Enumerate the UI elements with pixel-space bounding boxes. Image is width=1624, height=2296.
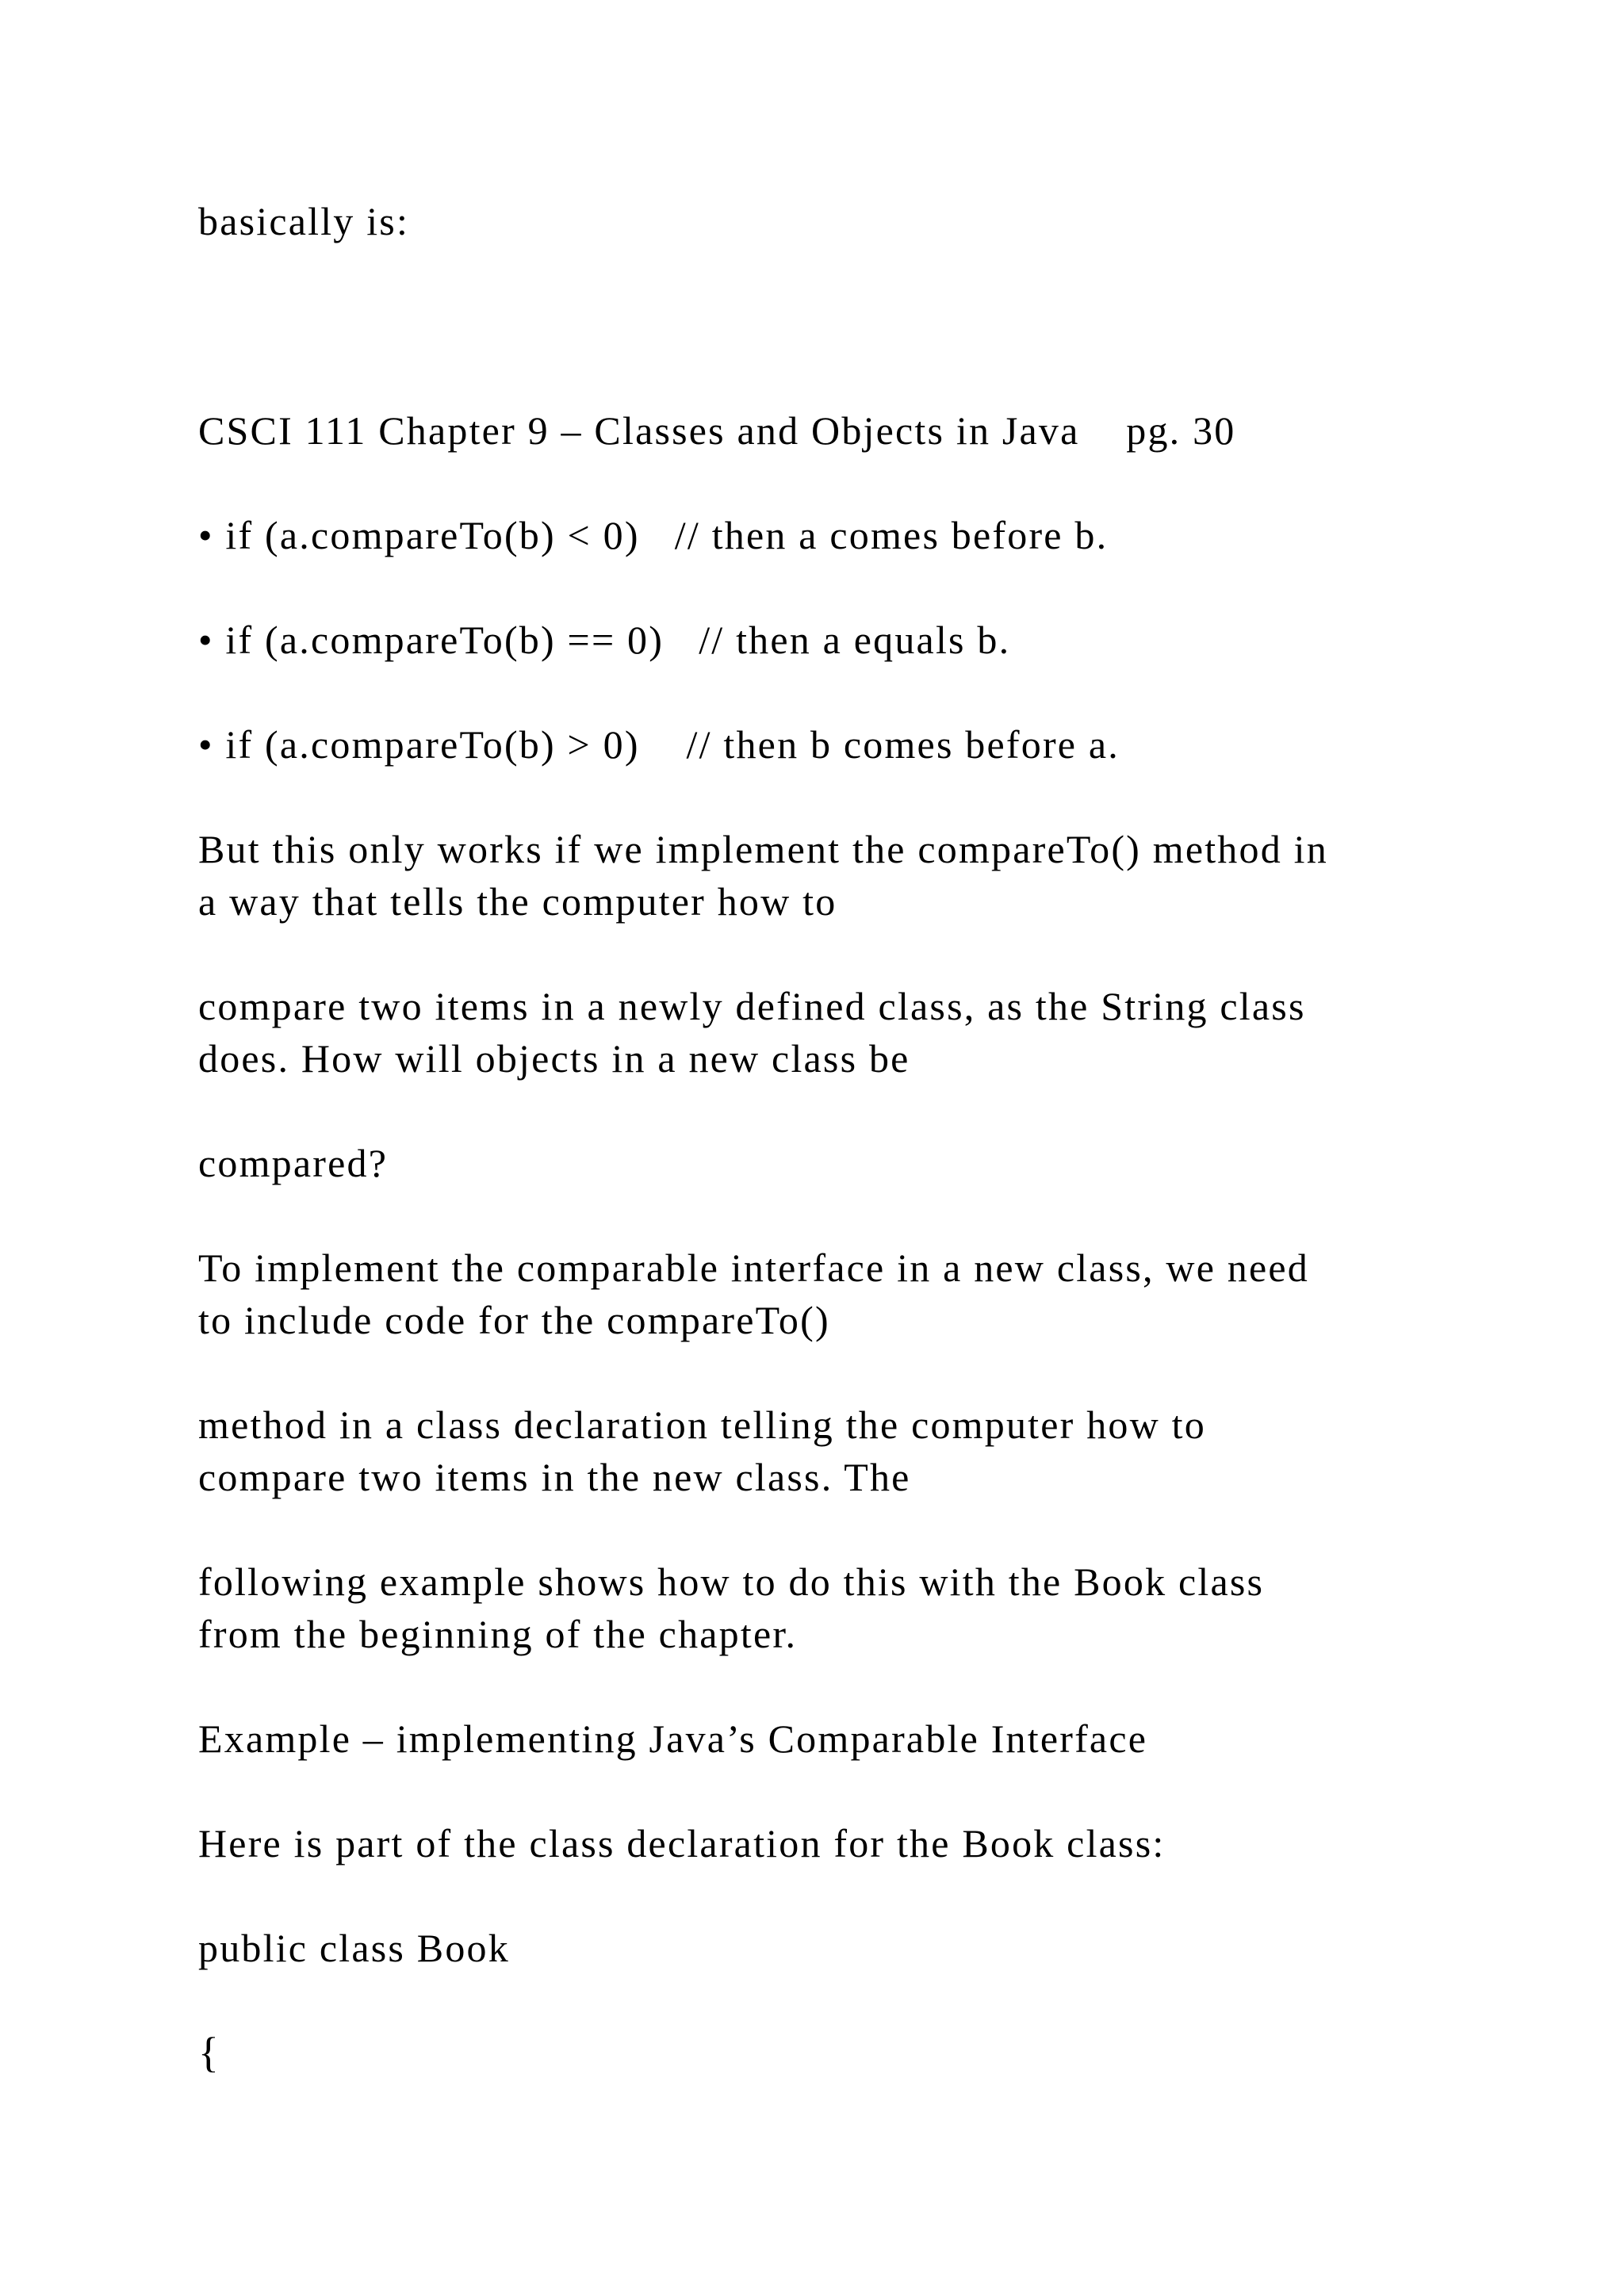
paragraph-line: compared? (198, 1141, 389, 1185)
paragraph-line: does. How will objects in a new class be (198, 1036, 910, 1081)
paragraph-line: from the beginning of the chapter. (198, 1612, 798, 1656)
paragraph-line: To implement the comparable interface in a new class, we need (198, 1246, 1309, 1290)
paragraph-line: But this only works if we implement the compareTo() method in (198, 827, 1328, 871)
example-intro: Here is part of the class declaration for the Book class: (198, 1821, 1166, 1866)
paragraph-line: method in a class declaration telling the computer how to (198, 1402, 1206, 1447)
example-heading: Example – implementing Java’s Comparable Interface (198, 1716, 1148, 1761)
paragraph-line: compare two items in a newly defined class, as the String class (198, 984, 1306, 1028)
code-line-class-declaration: public class Book (198, 1926, 510, 1970)
paragraph-line: a way that tells the computer how to (198, 879, 837, 924)
paragraph-line: compare two items in the new class. The (198, 1455, 911, 1499)
page-header: CSCI 111 Chapter 9 – Classes and Objects in Java pg. 30 (198, 408, 1236, 453)
paragraph-line: to include code for the compareTo() (198, 1298, 830, 1342)
bullet-compare-equal: • if (a.compareTo(b) == 0) // then a equals b. (198, 618, 1011, 662)
bullet-compare-less: • if (a.compareTo(b) < 0) // then a comes before b. (198, 513, 1109, 557)
paragraph-line: following example shows how to do this with the Book class (198, 1559, 1265, 1604)
intro-text: basically is: (198, 199, 410, 243)
code-line-open-brace: { (198, 2029, 221, 2076)
bullet-compare-greater: • if (a.compareTo(b) > 0) // then b comes before a. (198, 722, 1120, 767)
